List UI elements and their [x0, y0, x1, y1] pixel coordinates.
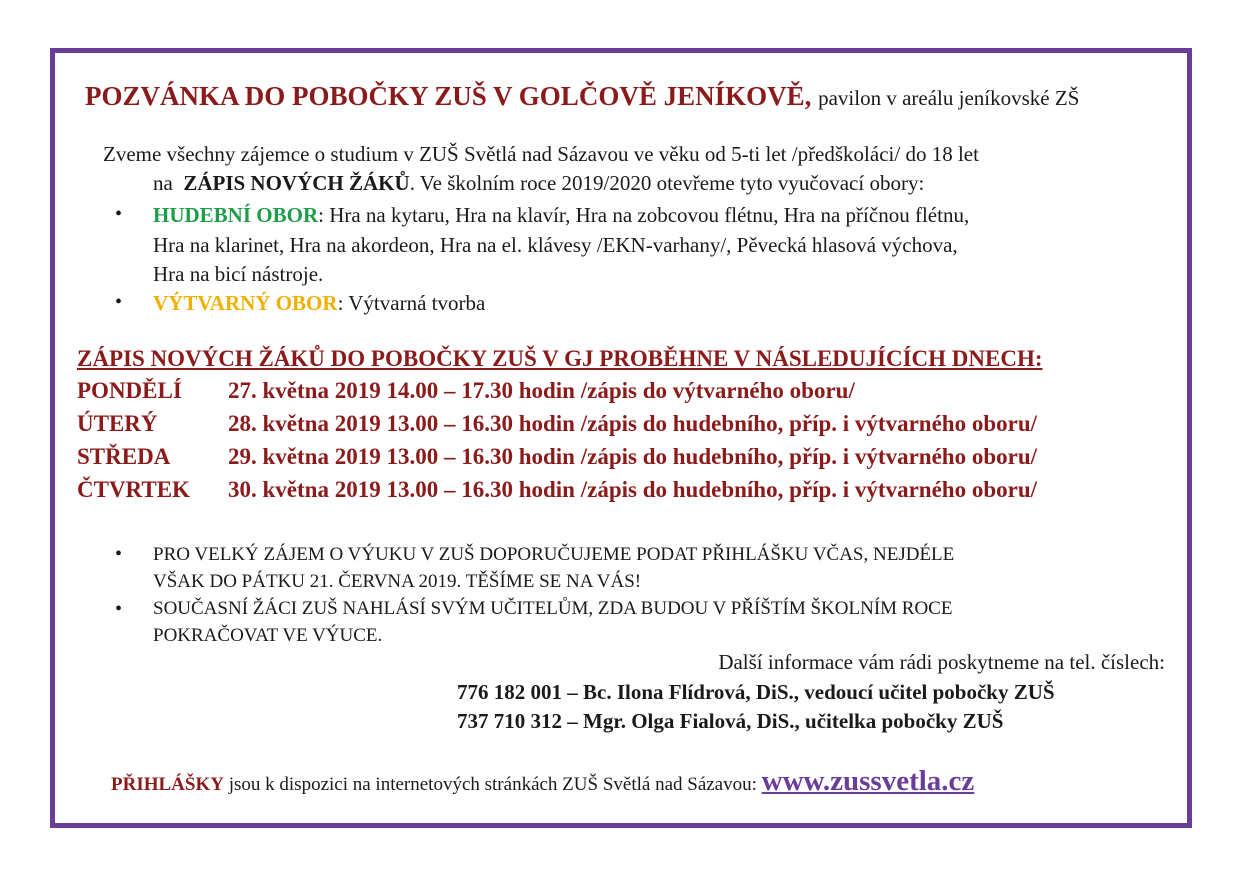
registration-line: [111, 765, 974, 798]
schedule-detail: 28. května 2019 13.00 – 16.30 hodin /zápis do hudebního, příp. i výtvarného oboru/: [228, 411, 1037, 436]
bullet-note-2: •: [115, 598, 123, 620]
title-main: POZVÁNKA DO POBOČKY ZUŠ V GOLČOVĚ JENÍKOVĚ,: [85, 81, 812, 111]
schedule-row: [77, 411, 1037, 437]
contact-2: 737 710 312 – Mgr. Olga Fialová, DiS., učitelka pobočky ZUŠ: [457, 709, 1004, 733]
schedule-row: [77, 477, 1037, 503]
art-obor-label: VÝTVARNÝ OBOR: [153, 291, 338, 315]
intro-line-1: Zveme všechny zájemce o studium v ZUŠ Světlá nad Sázavou ve věku od 5-ti let /předškoláci/ do 18 let: [103, 142, 979, 166]
music-obor-line-2: Hra na klarinet, Hra na akordeon, Hra na el. klávesy /EKN-varhany/, Pěvecká hlasová výchova,: [153, 233, 958, 257]
schedule-day: PONDĚLÍ: [77, 378, 182, 403]
registration-text: jsou k dispozici na internetových stránkách ZUŠ Světlá nad Sázavou:: [223, 774, 762, 795]
bullet-music: •: [115, 203, 123, 225]
contact-intro: Další informace vám rádi poskytneme na tel. číslech:: [718, 650, 1165, 674]
music-obor-label: HUDEBNÍ OBOR: [153, 203, 319, 227]
intro-line-2: [153, 171, 924, 196]
music-obor-text: : Hra na kytaru, Hra na klavír, Hra na zobcovou flétnu, Hra na příčnou flétnu,: [318, 203, 970, 227]
bullet-note-1: •: [115, 543, 123, 565]
schedule-detail: 27. května 2019 14.00 – 17.30 hodin /zápis do výtvarného oboru/: [228, 378, 855, 403]
schedule-day: ÚTERÝ: [77, 411, 158, 436]
music-obor-line-1: [153, 203, 969, 228]
music-obor-line-3: Hra na bicí nástroje.: [153, 262, 324, 286]
note-1-line-2: VŠAK DO PÁTKU 21. ČERVNA 2019. TĚŠÍME SE NA VÁS!: [153, 571, 642, 592]
schedule-detail: 30. května 2019 13.00 – 16.30 hodin /zápis do hudebního, příp. i výtvarného oboru/: [228, 477, 1037, 502]
schedule-day: STŘEDA: [77, 444, 171, 469]
registration-label: PŘIHLÁŠKY: [111, 774, 224, 795]
bullet-art: •: [115, 291, 123, 313]
art-obor-text: : Výtvarná tvorba: [337, 291, 486, 315]
note-2-line-2: POKRAČOVAT VE VÝUCE.: [153, 625, 383, 646]
schedule-detail: 29. května 2019 13.00 – 16.30 hodin /zápis do hudebního, příp. i výtvarného oboru/: [228, 444, 1037, 469]
contact-1: 776 182 001 – Bc. Ilona Flídrová, DiS., vedoucí učitel pobočky ZUŠ: [457, 680, 1055, 704]
schedule-row: [77, 444, 1037, 470]
schedule-heading: ZÁPIS NOVÝCH ŽÁKŮ DO POBOČKY ZUŠ V GJ PROBĚHNE V NÁSLEDUJÍCÍCH DNECH:: [77, 346, 1043, 371]
website-link[interactable]: www.zussvetla.cz: [761, 765, 975, 797]
art-obor-line: [153, 291, 485, 316]
document-frame: [50, 48, 1192, 828]
intro-bold: ZÁPIS NOVÝCH ŽÁKŮ: [183, 171, 410, 195]
title-sub: pavilon v areálu jeníkovské ZŠ: [818, 86, 1080, 110]
note-2-line-1: SOUČASNÍ ŽÁCI ZUŠ NAHLÁSÍ SVÝM UČITELŮM, ZDA BUDOU V PŘÍŠTÍM ŠKOLNÍM ROCE: [153, 598, 953, 619]
schedule-row: [77, 378, 855, 404]
schedule-day: ČTVRTEK: [77, 477, 190, 502]
intro-rest: . Ve školním roce 2019/2020 otevřeme tyto vyučovací obory:: [409, 171, 925, 195]
note-1-line-1: PRO VELKÝ ZÁJEM O VÝUKU V ZUŠ DOPORUČUJEME PODAT PŘIHLÁŠKU VČAS, NEJDÉLE: [153, 544, 955, 565]
page-title: [85, 81, 1079, 112]
intro-prefix: na: [153, 171, 173, 195]
